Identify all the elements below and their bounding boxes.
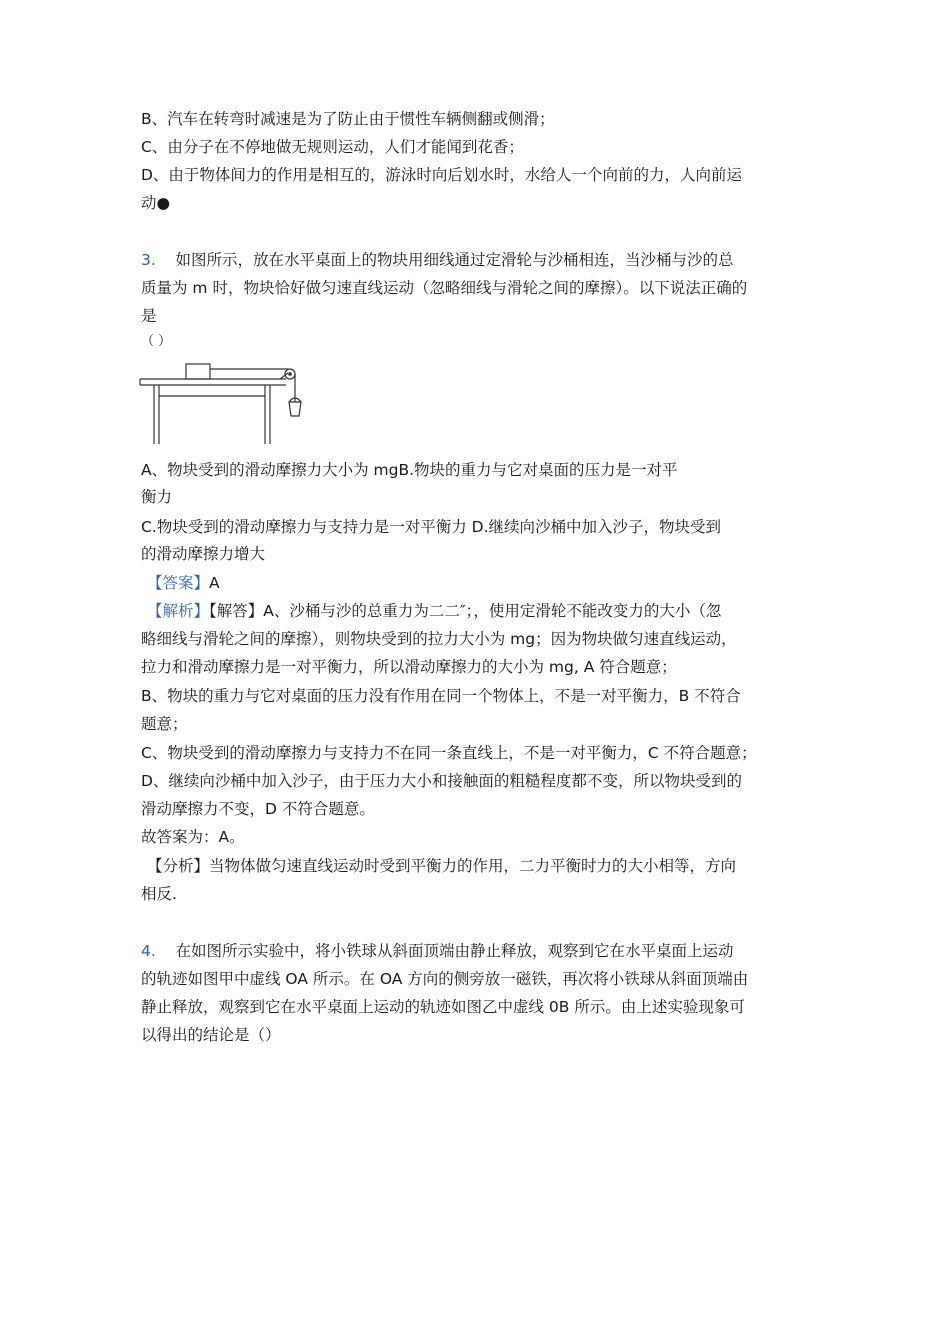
q2-option-d-line2: 动● (141, 194, 171, 212)
q4-stem-line2: 的轨迹如图甲中虚线 OA 所示。在 OA 方向的侧旁放一磁铁，再次将小铁球从斜面顶端由 (141, 970, 749, 988)
q2-option-d-line1: D、由于物体间力的作用是相互的，游泳时向后划水时，水给人一个向前的力，人向前运 (141, 166, 742, 184)
q3-answer (147, 572, 220, 594)
q3-analysis2-line2: 相反. (141, 885, 177, 903)
q4-stem-line4: 以得出的结论是（） (141, 1026, 281, 1044)
q3-number: 3. (141, 251, 156, 269)
q3-analysis-line3: 拉力和滑动摩擦力是一对平衡力，所以滑动摩擦力的大小为 mg, A 符合题意； (141, 658, 677, 676)
table-pulley-figure (138, 356, 304, 446)
q3-analysis-line1 (147, 600, 721, 622)
q4-number: 4. (141, 942, 156, 960)
q3-options-cd-line2: 的滑动摩擦力增大 (141, 545, 266, 563)
q3-analysis-line6: C、物块受到的滑动摩擦力与支持力不在同一条直线上，不是一对平衡力，C 不符合题意； (141, 744, 757, 762)
analysis-tag: 【解析】 (147, 602, 210, 620)
q4-stem-line3: 静止释放，观察到它在水平桌面上运动的轨迹如图乙中虚线 0B 所示。由上述实验现象可 (141, 998, 745, 1016)
analysis-text: 【解答】A、沙桶与沙的总重力为二二″；，使用定滑轮不能改变力的大小（忽 (209, 602, 722, 620)
answer-value: A (209, 574, 220, 592)
q3-analysis-line2: 略细线与滑轮之间的摩擦），则物块受到的拉力大小为 mg；因为物块做匀速直线运动， (141, 630, 737, 648)
q3-options-cd-line1: C.物块受到的滑动摩擦力与支持力是一对平衡力 D.继续向沙桶中加入沙子，物块受到 (141, 518, 722, 536)
q4-stem-line1 (141, 940, 734, 962)
q4-stem-text: 在如图所示实验中，将小铁球从斜面顶端由静止释放，观察到它在水平桌面上运动 (175, 942, 734, 960)
q2-option-b: B、汽车在转弯时减速是为了防止由于惯性车辆侧翻或侧滑； (141, 110, 555, 128)
q3-stem-text: 如图所示，放在水平桌面上的物块用细线通过定滑轮与沙桶相连，当沙桶与沙的总 (175, 251, 734, 269)
q3-final-answer: 故答案为：A。 (141, 828, 245, 846)
q3-analysis-line8: 滑动摩擦力不变，D 不符合题意。 (141, 800, 375, 818)
q3-analysis2-line1: 【分析】当物体做匀速直线运动时受到平衡力的作用，二力平衡时力的大小相等，方向 (147, 857, 737, 875)
q3-analysis-line7: D、继续向沙桶中加入沙子，由于压力大小和接触面的粗糙程度都不变，所以物块受到的 (141, 772, 742, 790)
q3-bracket: （ ） (141, 334, 172, 349)
q3-stem-line3: 是 (141, 307, 157, 325)
answer-tag: 【答案】 (147, 574, 210, 592)
q3-options-ab-line1: A、物块受到的滑动摩擦力大小为 mgB.物块的重力与它对桌面的压力是一对平 (141, 461, 678, 479)
q2-option-c: C、由分子在不停地做无规则运动，人们才能闻到花香； (141, 138, 524, 156)
q3-options-ab-line2: 衡力 (141, 488, 173, 506)
q3-stem-line2: 质量为 m 时，物块恰好做匀速直线运动（忽略细线与滑轮之间的摩擦）。以下说法正确的 (141, 279, 748, 297)
q3-stem-line1 (141, 249, 734, 271)
q3-analysis-line5: 题意； (141, 715, 188, 733)
q3-analysis-line4: B、物块的重力与它对桌面的压力没有作用在同一个物体上，不是一对平衡力，B 不符合 (141, 687, 741, 705)
